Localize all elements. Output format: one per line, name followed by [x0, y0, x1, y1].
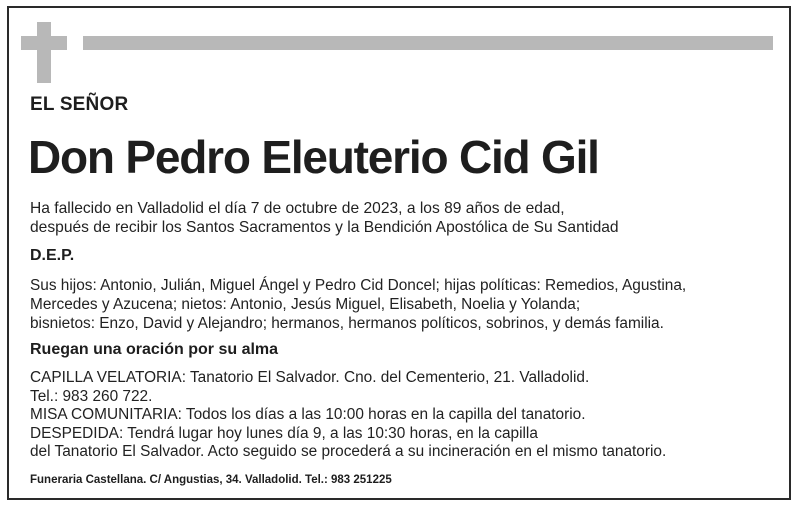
prayer-heading: Ruegan una oración por su alma	[30, 341, 279, 358]
dep-label: D.E.P.	[30, 247, 75, 264]
funeral-home-footer: Funeraria Castellana. C/ Angustias, 34. Valladolid. Tel.: 983 251225	[30, 474, 392, 486]
deceased-name: Don Pedro Eleuterio Cid Gil	[28, 131, 599, 183]
family-line: bisnietos: Enzo, David y Alejandro; hermanos, hermanos políticos, sobrinos, y demás familia.	[30, 315, 664, 332]
death-notice	[30, 199, 619, 237]
family-line: Mercedes y Azucena; nietos: Antonio, Jesús Miguel, Elisabeth, Noelia y Yolanda;	[30, 296, 581, 313]
family-line: Sus hijos: Antonio, Julián, Miguel Ángel y Pedro Cid Doncel; hijas políticas: Remedios, Agustina,	[30, 277, 687, 294]
service-details	[30, 369, 666, 462]
title-label: EL SEÑOR	[30, 94, 129, 115]
details-line: CAPILLA VELATORIA: Tanatorio El Salvador. Cno. del Cementerio, 21. Valladolid.	[30, 369, 590, 386]
cross-icon	[37, 22, 51, 83]
cross-icon-arm	[21, 36, 67, 50]
decorative-bar	[83, 36, 773, 50]
details-line: MISA COMUNITARIA: Todos los días a las 10:00 horas en la capilla del tanatorio.	[30, 406, 586, 423]
details-line: del Tanatorio El Salvador. Acto seguido se procederá a su incineración en el mismo tanatorio.	[30, 443, 667, 460]
details-line: Tel.: 983 260 722.	[30, 387, 153, 405]
family-list	[30, 276, 686, 333]
death-notice-line: después de recibir los Santos Sacramentos y la Bendición Apostólica de Su Santidad	[30, 219, 619, 236]
death-notice-line: Ha fallecido en Valladolid el día 7 de octubre de 2023, a los 89 años de edad,	[30, 200, 565, 217]
details-line: DESPEDIDA: Tendrá lugar hoy lunes día 9, a las 10:30 horas, en la capilla	[30, 424, 538, 442]
